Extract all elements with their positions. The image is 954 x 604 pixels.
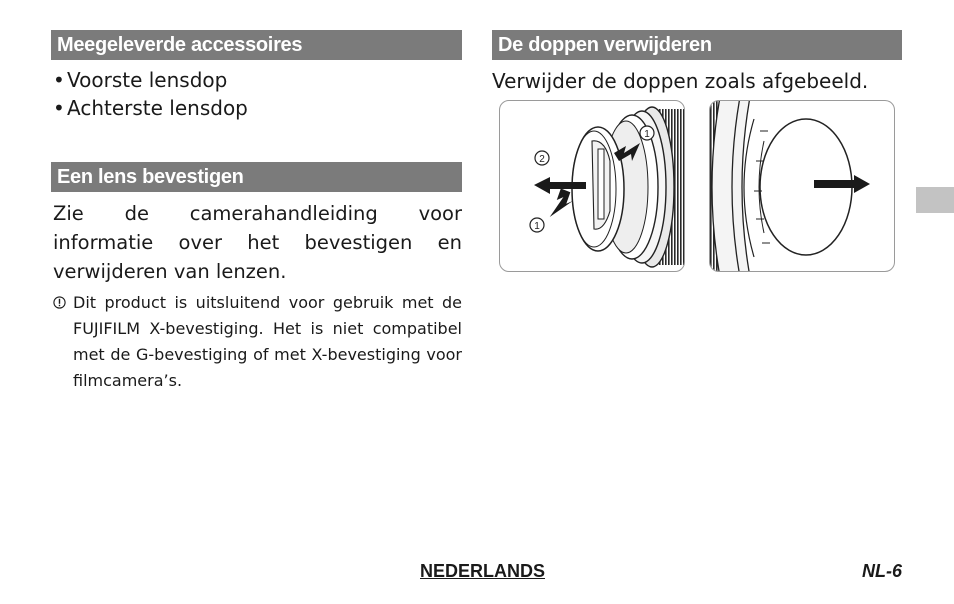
footer-language: NEDERLANDS [420, 561, 546, 581]
rear-cap-illustration [709, 100, 895, 272]
accessories-list [53, 66, 248, 122]
page-number: NL-6 [862, 561, 902, 581]
chapter-tab [916, 187, 954, 213]
front-cap-illustration [499, 100, 685, 272]
list-item: • Achterste lensdop [53, 94, 248, 122]
attach-lens-paragraph: Zie de camerahandleiding voor informatie over het bevestigen en verwijderen van lenzen. [53, 202, 462, 283]
fig1-label: 1 [534, 221, 540, 232]
section-title-accessories: Meegeleverde accessoires [51, 30, 462, 60]
fig1-label: 1 [644, 129, 650, 140]
list-item: • Voorste lensdop [53, 66, 248, 94]
compatibility-note [53, 290, 462, 394]
remove-caps-intro: Verwijder de doppen zoals afgebeeld. [492, 69, 869, 93]
section-title-attach-lens: Een lens bevestigen [51, 162, 462, 192]
note-text: Dit product is uitsluitend voor gebruik met de FUJIFILM X-bevestiging. Het is niet compatibel met de G-bevestiging of met X-bevestiging voor filmcamera’s. [73, 293, 462, 390]
fig1-label: 2 [539, 154, 545, 165]
caution-icon [53, 290, 73, 394]
section-title-remove-caps: De doppen verwijderen [492, 30, 902, 60]
